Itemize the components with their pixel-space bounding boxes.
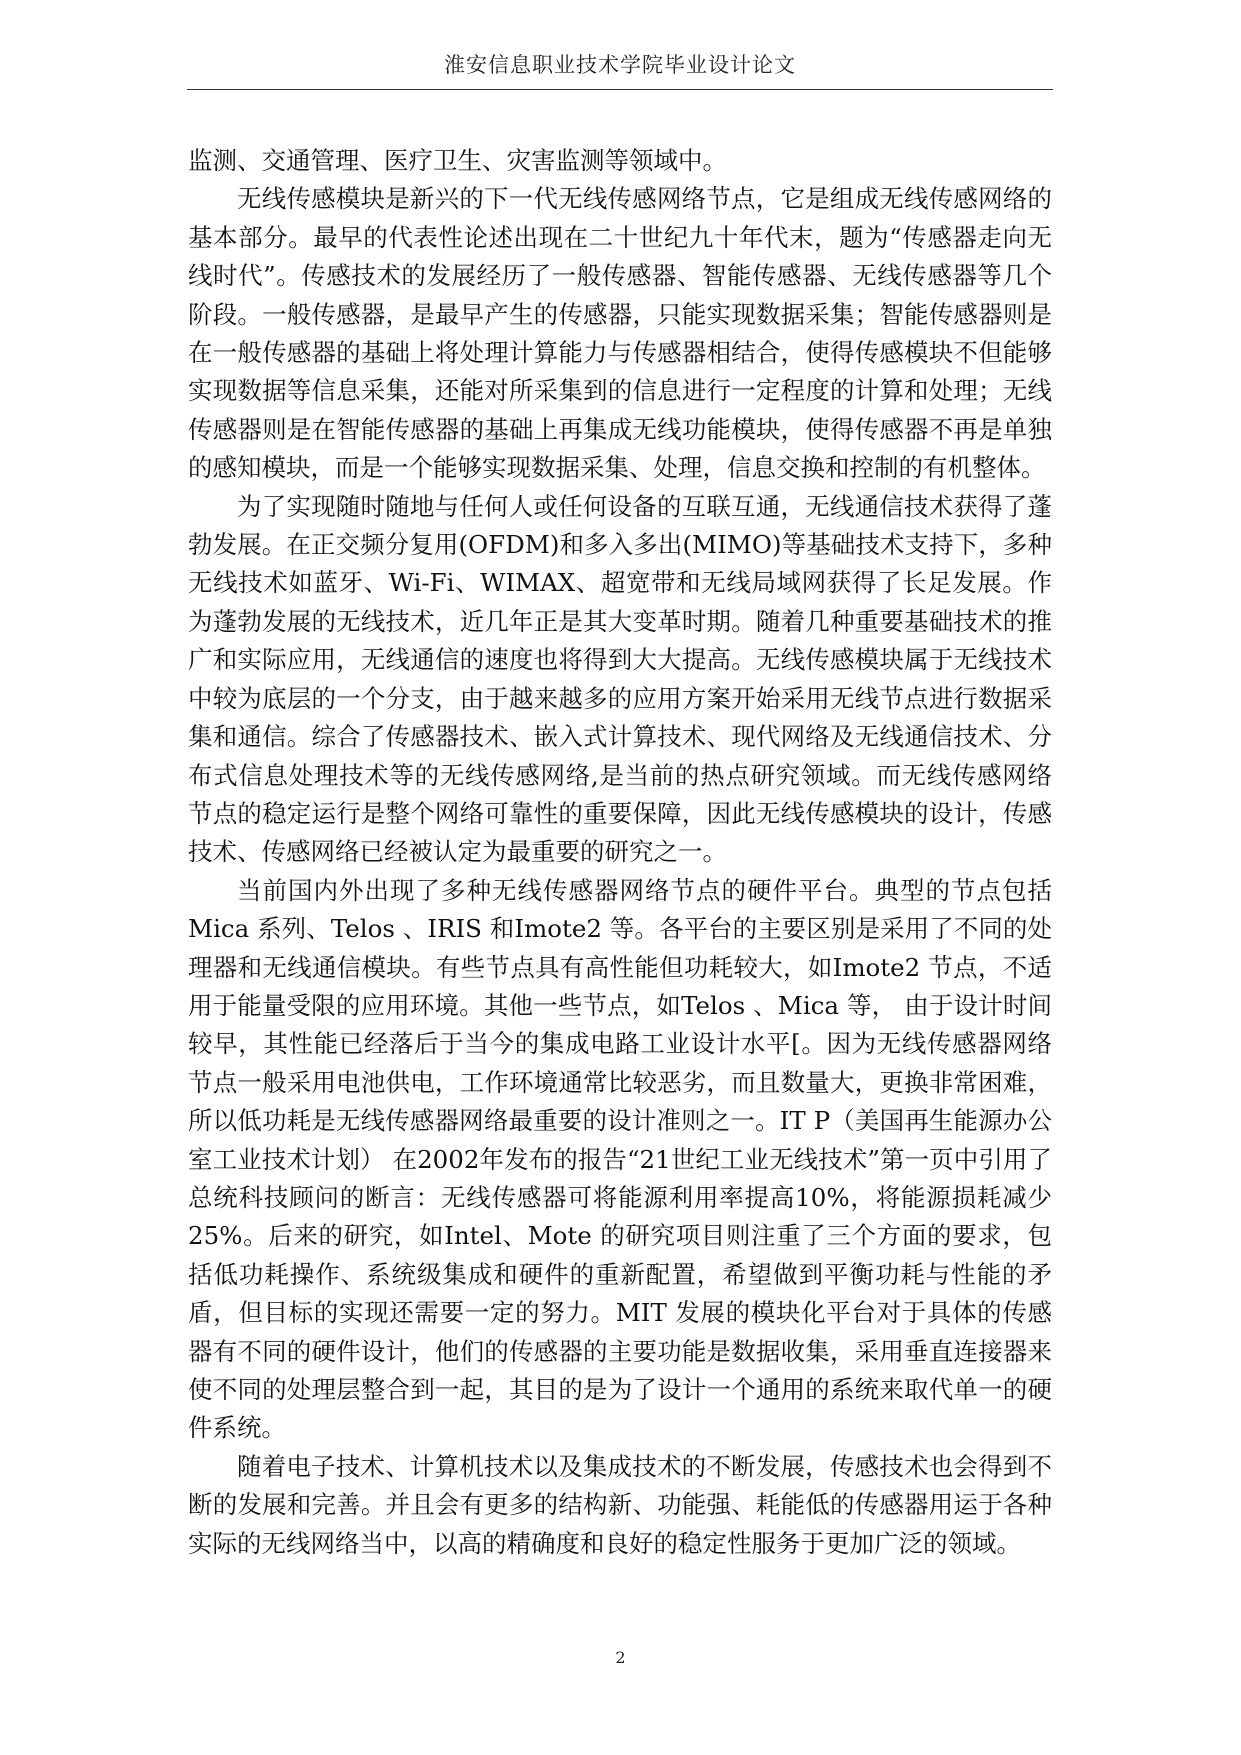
paragraph-2: 无线传感模块是新兴的下一代无线传感网络节点，它是组成无线传感网络的基本部分。最早的代表性论述出现在二十世纪九十年代末，题为“传感器走向无线时代”。传感技术的发展经历了一般传感器、智能传感器、无线传感器等几个阶段。一般传感器，是最早产生的传感器，只能实现数据采集；智能传感器则是在一般传感器的基础上将处理计算能力与传感器相结合，使得传感模块不但能够实现数据等信息采集，还能对所采集到的信息进行一定程度的计算和处理；无线传感器则是在智能传感器的基础上再集成无线功能模块，使得传感器不再是单独的感知模块，而是一个能够实现数据采集、处理，信息交换和控制的有机整体。 (188, 184, 1052, 483)
page-number: 2 (615, 1648, 626, 1667)
header-divider (187, 89, 1053, 90)
paragraph-5: 随着电子技术、计算机技术以及集成技术的不断发展，传感技术也会得到不断的发展和完善。并且会有更多的结构新、功能强、耗能低的传感器用运于各种实际的无线网络当中，以高的精确度和良好的稳定性服务于更加广泛的领域。 (188, 1451, 1052, 1558)
body-text (188, 142, 1052, 1563)
paragraph-4: 当前国内外出现了多种无线传感器网络节点的硬件平台。典型的节点包括Mica 系列、Telos 、IRIS 和Imote2 等。各平台的主要区别是采用了不同的处理器和无线通信模块。有些节点具有高性能但功耗较大，如Imote2 节点，不适用于能量受限的应用环境。其他一些节点，如Telos 、Mica 等， 由于设计时间较早，其性能已经落后于当今的集成电路工业设计水平[。因为无线传感器网络节点一般采用电池供电，工作环境通常比较恶劣，而且数量大，更换非常困难，所以低功耗是无线传感器网络最重要的设计准则之一。IT P（美国再生能源办公室工业技术计划） 在2002年发布的报告“21世纪工业无线技术”第一页中引用了总统科技顾问的断言：无线传感器可将能源利用率提高10%，将能源损耗减少25%。后来的研究，如Intel、Mote 的研究项目则注重了三个方面的要求，包括低功耗操作、系统级集成和硬件的重新配置，希望做到平衡功耗与性能的矛盾，但目标的实现还需要一定的努力。MIT 发展的模块化平台对于具体的传感器有不同的硬件设计，他们的传感器的主要功能是数据收集，采用垂直连接器来使不同的处理层整合到一起，其目的是为了设计一个通用的系统来取代单一的硬件系统。 (188, 875, 1052, 1443)
paragraph-3: 为了实现随时随地与任何人或任何设备的互联互通，无线通信技术获得了蓬勃发展。在正交频分复用(OFDM)和多入多出(MIMO)等基础技术支持下，多种无线技术如蓝牙、Wi-Fi、WIMAX、超宽带和无线局域网获得了长足发展。作为蓬勃发展的无线技术，近几年正是其大变革时期。随着几种重要基础技术的推广和实际应用，无线通信的速度也将得到大大提高。无线传感模块属于无线技术中较为底层的一个分支，由于越来越多的应用方案开始采用无线节点进行数据采集和通信。综合了传感器技术、嵌入式计算技术、现代网络及无线通信技术、分布式信息处理技术等的无线传感网络,是当前的热点研究领域。而无线传感网络节点的稳定运行是整个网络可靠性的重要保障，因此无线传感模块的设计，传感技术、传感网络已经被认定为最重要的研究之一。 (188, 491, 1052, 867)
paragraph-1: 监测、交通管理、医疗卫生、灾害监测等领域中。 (188, 146, 727, 175)
page-header-title: 淮安信息职业技术学院毕业设计论文 (444, 53, 796, 77)
